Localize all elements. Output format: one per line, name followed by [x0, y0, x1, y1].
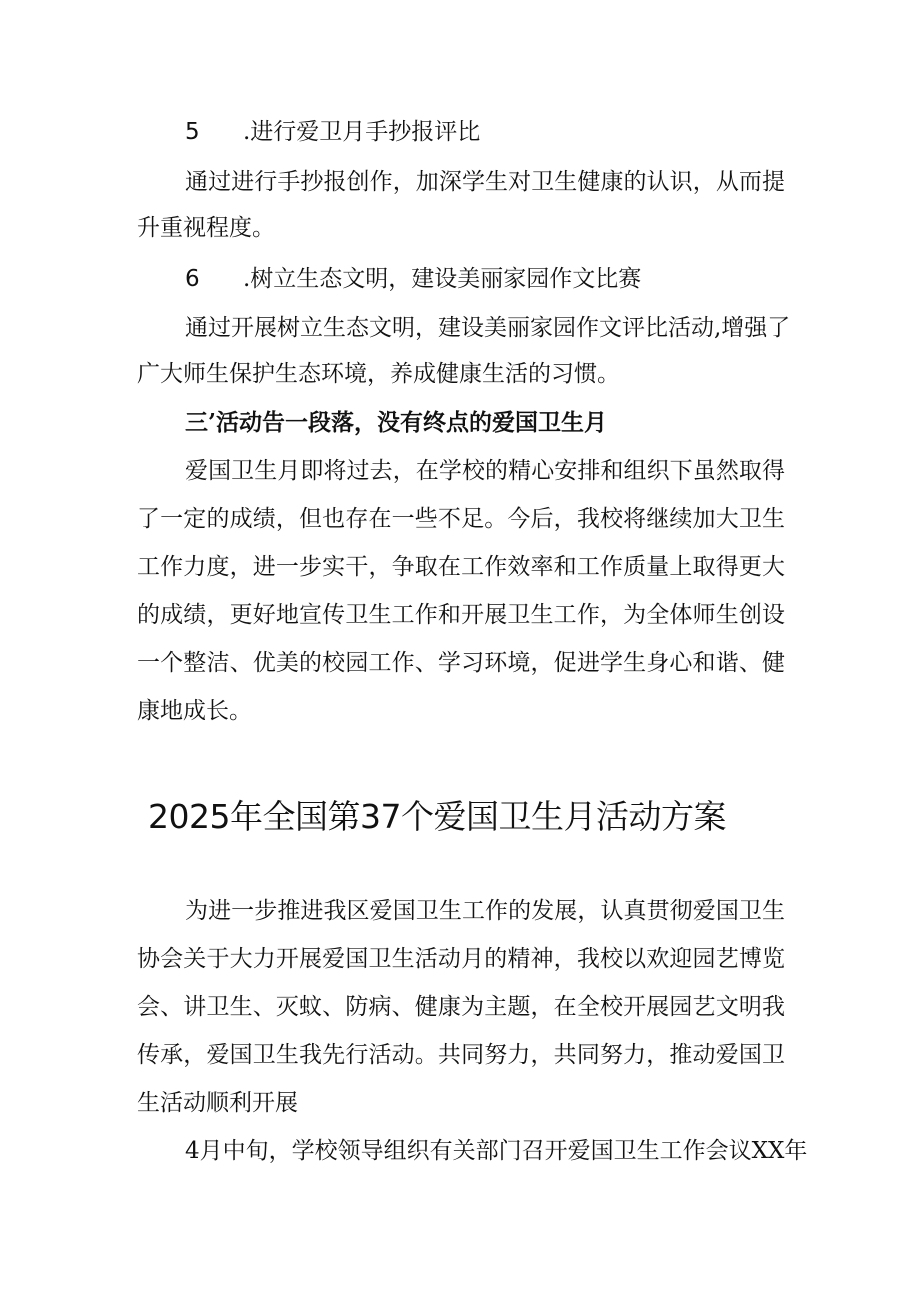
- list-item-number: 6: [185, 266, 200, 292]
- paragraph-line: 康地成长。: [137, 698, 252, 724]
- section-heading: 三’活动告一段落，没有终点的爱国卫生月: [185, 409, 608, 436]
- document-title: 2025年全国第37个爱国卫生月活动方案: [148, 797, 726, 836]
- paragraph-line: 广大师生保护生态环境，养成健康生活的习惯。: [137, 361, 620, 387]
- list-item-6: [185, 264, 641, 294]
- paragraph-line: 了一定的成绩，但也存在一些不足。今后，我校将继续加大卫生: [137, 506, 785, 532]
- paragraph-line: 生活动顺利开展: [137, 1090, 298, 1116]
- paragraph-line: 为进一步推进我区爱国卫生工作的发展，认真贯彻爱国卫生: [185, 898, 785, 924]
- list-item-5: [185, 117, 480, 147]
- list-item-number: 5: [185, 119, 200, 145]
- paragraph-line: 传承，爱国卫生我先行活动。共同努力，共同努力，推动爱国卫: [137, 1042, 785, 1068]
- paragraph-line: 4月中旬，学校领导组织有关部门召开爱国卫生工作会议XX年: [185, 1138, 808, 1164]
- list-item-title: .树立生态文明，建设美丽家园作文比赛: [243, 266, 642, 292]
- paragraph-line: 协会关于大力开展爱国卫生活动月的精神，我校以欢迎园艺博览: [137, 946, 785, 972]
- paragraph-line: 工作力度，进一步实干，争取在工作效率和工作质量上取得更大: [137, 554, 785, 580]
- paragraph-line: 通过开展树立生态文明，建设美丽家园作文评比活动,增强了: [185, 315, 791, 341]
- paragraph-line: 一个整洁、优美的校园工作、学习环境，促进学生身心和谐、健: [137, 650, 785, 676]
- paragraph-line: 会、讲卫生、灭蚊、防病、健康为主题，在全校开展园艺文明我: [137, 994, 785, 1020]
- paragraph-line: 通过进行手抄报创作，加深学生对卫生健康的认识，从而提: [185, 169, 785, 195]
- list-item-title: .进行爱卫月手抄报评比: [243, 119, 481, 145]
- paragraph-line: 的成绩，更好地宣传卫生工作和开展卫生工作，为全体师生创设: [137, 602, 785, 628]
- paragraph-line: 爱国卫生月即将过去，在学校的精心安排和组织下虽然取得: [185, 458, 785, 484]
- paragraph-line: 升重视程度。: [137, 215, 275, 241]
